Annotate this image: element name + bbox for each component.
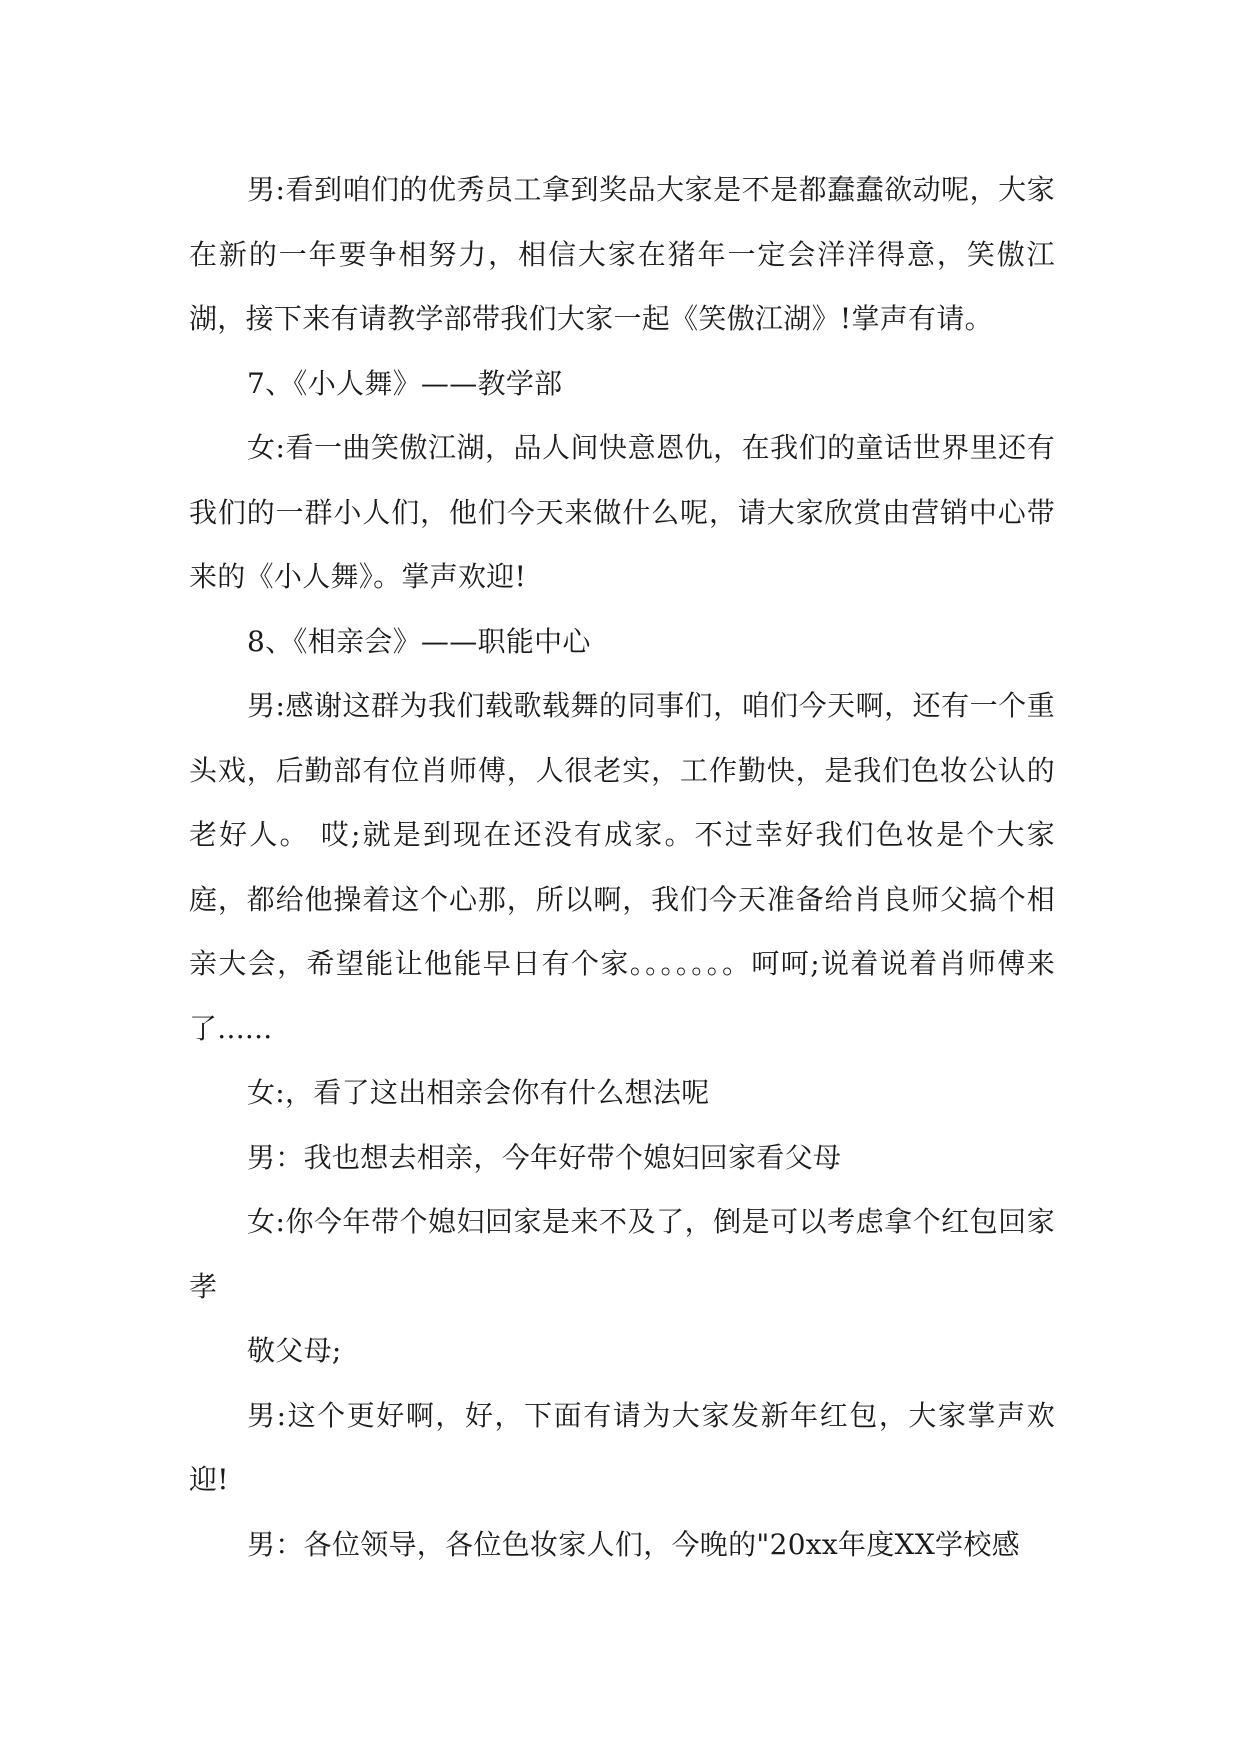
paragraph-female-host-2: 女:，看了这出相亲会你有什么想法呢 [247, 1076, 710, 1109]
paragraph-female-host-1: 女:看一曲笑傲江湖，品人间快意恩仇，在我们的童话世界里还有我们的一群小人们，他们今天来做什么呢，请大家欣赏由营销中心带来的《小人舞》。掌声欢迎! [189, 431, 1055, 593]
program-item-7: 7、《小人舞》——教学部 [247, 366, 563, 400]
paragraph-male-host-4: 男:这个更好啊，好，下面有请为大家发新年红包，大家掌声欢迎! [189, 1398, 1055, 1496]
paragraph-continuation: 敬父母; [247, 1334, 342, 1367]
document-body [189, 158, 1055, 1577]
paragraph-male-host-1: 男:看到咱们的优秀员工拿到奖品大家是不是都蠢蠢欲动呢，大家在新的一年要争相努力，相信大家在猪年一定会洋洋得意，笑傲江湖，接下来有请教学部带我们大家一起《笑傲江湖》!掌声有请。 [189, 173, 1055, 335]
paragraph-male-host-2: 男:感谢这群为我们载歌载舞的同事们，咱们今天啊，还有一个重头戏，后勤部有位肖师傅，人很老实，工作勤快，是我们色妆公认的老好人。 哎;就是到现在还没有成家。不过幸好我们色妆是个大家庭，都给他操着这个心那，所以啊，我们今天准备给肖良师父搞个相亲大会，希望能让他能早日有个家。。。。。。。呵呵;说着说着肖师傅来了...... [189, 689, 1055, 1045]
paragraph-male-host-5: 男：各位领导，各位色妆家人们，今晚的"20xx年度XX学校感 [247, 1527, 1020, 1561]
program-item-8: 8、《相亲会》——职能中心 [247, 624, 591, 658]
paragraph-male-host-3: 男：我也想去相亲，今年好带个媳妇回家看父母 [247, 1140, 842, 1174]
paragraph-female-host-3: 女:你今年带个媳妇回家是来不及了，倒是可以考虑拿个红包回家孝 [189, 1205, 1055, 1303]
